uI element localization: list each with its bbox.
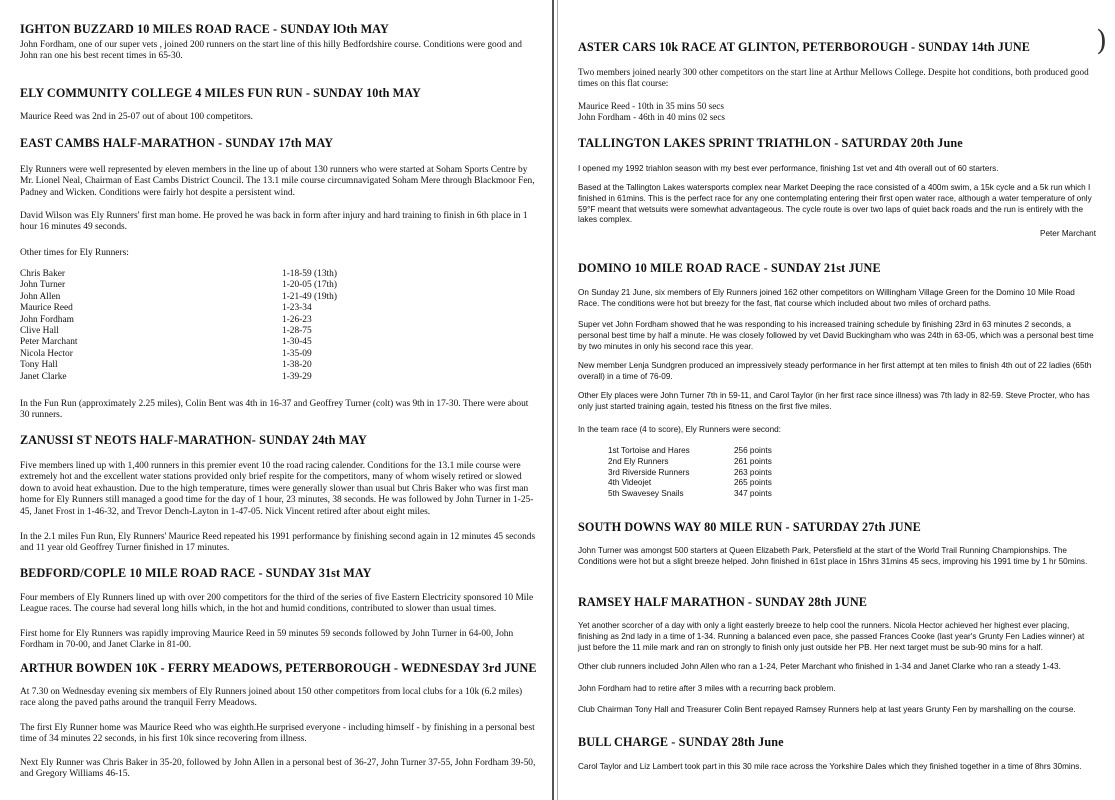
runner-time: 1-21-49 (19th) (282, 291, 337, 302)
paragraph: Other club runners included John Allen who ran a 1-24, Peter Marchant who finished in 1-34 and Janet Clarke who ran a steady 1-43. (578, 662, 1061, 671)
runner-name: Tony Hall (20, 360, 58, 371)
times-row (20, 372, 337, 383)
runner-name: John Turner (20, 280, 66, 291)
paragraph: Ely Runners were well represented by eleven members in the line up of about 130 runners who were started at Soham Sports Centre by Mr. Lionel Neal, Chairman of East Cambs District Council. The 13.1 mile course circumnavigated Soham Mere through Blackmoor Fen, Padney and Wicken. Conditions were fairly hot despite a persistent wind. (20, 165, 535, 198)
section-body (578, 705, 1096, 716)
section-body (578, 391, 1096, 413)
paragraph: Yet another scorcher of a day with only a light easterly breeze to help cool the runners. Nicola Hector achieved her highest ever placing, finishing as 2nd lady in a time of 1-34. Running a balanced even pace, she passed Frances Cooke (last year's Grunty Fen Ladies winner) at just before the 11 mile mark and ran on strongly to finish only just outside her PB. Her next target must be sub-90 mins for a half. (578, 621, 1085, 652)
team-name: 3rd Riverside Runners (608, 467, 690, 477)
paragraph: Next Ely Runner was Chris Baker in 35-20, followed by John Allen in a personal best of 36-27, John Turner 37-55, John Fordham 39-50, and Gregory Williams 46-15. (20, 758, 536, 780)
paragraph: Maurice Reed was 2nd in 25-07 out of about 100 competitors. (20, 112, 254, 122)
section-title: IGHTON BUZZARD 10 MILES ROAD RACE - SUNDAY lOth MAY (20, 22, 389, 36)
team-points: 265 points (734, 478, 772, 488)
times-table (20, 269, 337, 383)
paragraph: John Fordham had to retire after 3 miles with a recurring back problem. (578, 684, 836, 693)
paragraph: Club Chairman Tony Hall and Treasurer Colin Bent repayed Ramsey Runners help at last years Grunty Fen by marshalling on the course. (578, 705, 1076, 714)
section-arthur-bowden (20, 663, 540, 674)
section-ramsey (578, 597, 1096, 608)
team-row (608, 457, 772, 468)
team-name: 2nd Ely Runners (608, 456, 669, 466)
section-body (20, 687, 540, 710)
team-name: 4th Videojet (608, 478, 652, 488)
runner-name: Janet Clarke (20, 371, 67, 382)
runner-time: 1-20-05 (17th) (282, 280, 337, 291)
section-domino (578, 263, 1096, 274)
section-body (20, 593, 540, 616)
signature-wrap (578, 229, 1115, 240)
section-body (578, 164, 1096, 175)
runner-time: 1-30-45 (282, 337, 312, 348)
paragraph: In the team race (4 to score), Ely Runners were second: (578, 425, 781, 434)
section-body (20, 399, 540, 422)
paragraph: Super vet John Fordham showed that he was responding to his increased training schedule by finishing 23rd in 63 minutes 2 seconds, a personal best time by half a minute. He was closely followed by vet David Buckingham who was 24th in 63-05, which was a personal best time by two minutes in only his second race this year. (578, 320, 1094, 351)
section-leighton-buzzard (20, 24, 540, 35)
result-line: John Fordham - 46th in 40 mins 02 secs (578, 112, 725, 122)
section-zanussi (20, 435, 540, 446)
section-body (20, 165, 540, 199)
section-title: BEDFORD/COPLE 10 MILE ROAD RACE - SUNDAY 31st MAY (20, 566, 372, 580)
runner-time: 1-26-23 (282, 314, 312, 325)
section-body (578, 288, 1096, 310)
paragraph: Five members lined up with 1,400 runners in this premier event 10 the road racing calender. Conditions for the 13.1 mile course were extremely hot and the excellent water stations provided only brief respite for the competitors, many of whom wisely retired or slowed down to avoid heat exhaustion. Due to the high temperature, times were generally slower than usual but Chris Baker who was first man home for Ely Runners still managed a good time for the day of 1 hour, 23 minutes, 38 seconds. He was followed by John Turner in 1-25-45, Janet Frost in 1-46-32, and Trevor Dench-Layton in 1-47-05. Nick Vincent retired after about eight miles. (20, 461, 534, 517)
paragraph: In the 2.1 miles Fun Run, Ely Runners' Maurice Reed repeated his 1991 performance by finishing second again in 12 minutes 45 seconds and 11 year old Geoffrey Turner finished in 17 minutes. (20, 532, 536, 554)
paragraph: On Sunday 21 June, six members of Ely Runners joined 162 other competitors on Willingham Village Green for the Domino 10 Mile Road Race. The conditions were hot but breezy for the fast, flat course which included about two miles of orchard paths. (578, 288, 1075, 308)
runner-time: 1-39-29 (282, 371, 312, 382)
section-ely-community (20, 88, 540, 99)
team-row (608, 468, 772, 479)
section-body (20, 532, 540, 555)
section-body (20, 461, 540, 518)
section-title: ELY COMMUNITY COLLEGE 4 MILES FUN RUN - SUNDAY 10th MAY (20, 86, 421, 100)
runner-name: Peter Marchant (20, 337, 78, 348)
times-row (20, 269, 337, 280)
section-title: ASTER CARS 10k RACE AT GLINTON, PETERBOROUGH - SUNDAY 14th JUNE (578, 40, 1031, 54)
section-body (578, 684, 1096, 695)
team-row (608, 478, 772, 489)
team-points: 261 points (734, 456, 772, 466)
section-body (20, 629, 540, 652)
paragraph: In the Fun Run (approximately 2.25 miles), Colin Bent was 4th in 16-37 and Geoffrey Turner (colt) was 9th in 17-30. There were about 30 runners. (20, 399, 529, 421)
section-body (20, 40, 540, 63)
section-east-cambs (20, 138, 540, 149)
paragraph: Other times for Ely Runners: (20, 248, 129, 258)
team-table (608, 446, 772, 500)
runner-name: Chris Baker (20, 269, 66, 279)
runner-name: John Fordham (20, 314, 74, 325)
paragraph: John Turner was amongst 500 starters at Queen Elizabeth Park, Petersfield at the start of the World Trail Running Championships. The Conditions were hot but a slight breeze helped. John finished in 61st place in 15hrs 31mins 45 secs, improving his 1991 time by 1 hr 50mins. (578, 546, 1088, 566)
runner-time: 1-38-20 (282, 360, 312, 371)
runner-name: John Allen (20, 291, 61, 302)
times-row (20, 326, 337, 337)
section-body (578, 762, 1096, 773)
section-body (20, 723, 540, 746)
times-row (20, 303, 337, 314)
times-row (20, 337, 337, 348)
right-page (556, 0, 1115, 800)
paragraph: At 7.30 on Wednesday evening six members of Ely Runners joined about 150 other competitors from local clubs for a 10k (6.2 miles) race along the paved paths around the tranquil Ferry Meadows. (20, 687, 523, 709)
section-body (20, 112, 540, 123)
left-page (0, 0, 556, 800)
section-title: DOMINO 10 MILE ROAD RACE - SUNDAY 21st JUNE (578, 261, 881, 275)
section-body (20, 211, 540, 234)
times-row (20, 349, 337, 360)
times-table-wrap (20, 269, 540, 383)
page-divider (552, 0, 554, 800)
paragraph: Based at the Tallington Lakes watersports complex near Market Deeping the race consisted of a 400m swim, a 15k cycle and a 5k run which I finished in 61mins. This is the perfect race for any one contemplating entering their first open water race, although a water temperature of only 59°F meant that wetsuits were somewhat advantageous. The cycle route is over two laps of quiet back roads and the run is entirely with the lakes complex. (578, 183, 1092, 225)
team-name: 1st Tortoise and Hares (608, 446, 690, 455)
paragraph: John Fordham, one of our super vets , joined 200 runners on the start line of this hilly Bedfordshire course. Conditions were good and John ran one his best recent times in 65-30. (20, 40, 522, 62)
section-bull-charge (578, 737, 1096, 748)
paragraph: Four members of Ely Runners lined up with over 200 competitors for the third of the series of five Eastern Electricity sponsored 10 Mile League races. The course had several long hills which, in the hot and humid conditions, contributed to slower than usual times. (20, 593, 534, 615)
paragraph: First home for Ely Runners was rapidly improving Maurice Reed in 59 minutes 59 seconds followed by John Turner in 64-00, John Fordham in 70-00, and Janet Clarke in 81-00. (20, 629, 514, 651)
runner-name: Nicola Hector (20, 348, 73, 359)
section-title: EAST CAMBS HALF-MARATHON - SUNDAY 17th MAY (20, 136, 334, 150)
section-body (578, 67, 1096, 89)
team-points: 347 points (734, 489, 772, 499)
team-row (608, 489, 772, 500)
runner-time: 1-18-59 (13th) (282, 269, 337, 279)
section-body (578, 320, 1096, 352)
paragraph: Two members joined nearly 300 other competitors on the start line at Arthur Mellows College. Despite hot conditions, both produced good times on this flat course: (578, 67, 1089, 88)
team-points: 263 points (734, 467, 772, 477)
section-aster-cars (578, 42, 1096, 53)
section-title: ZANUSSI ST NEOTS HALF-MARATHON- SUNDAY 24th MAY (20, 433, 367, 447)
paragraph: The first Ely Runner home was Maurice Reed who was eighth.He surprised everyone - including himself - by finishing in a personal best time of 34 minutes 22 seconds, in his first 10k since recovering from illness. (20, 723, 535, 745)
section-body (20, 758, 540, 781)
times-row (20, 315, 337, 326)
times-row (20, 292, 337, 303)
runner-name: Clive Hall (20, 326, 59, 337)
times-row (20, 360, 337, 371)
section-title: SOUTH DOWNS WAY 80 MILE RUN - SATURDAY 27th JUNE (578, 520, 921, 534)
paren-mark: ) (1096, 24, 1107, 57)
paragraph: Carol Taylor and Liz Lambert took part in this 30 mile race across the Yorkshire Dales which they finished together in a time of 8hrs 30mins. (578, 762, 1082, 771)
section-tallington (578, 138, 1096, 149)
runner-time: 1-23-34 (282, 303, 312, 314)
section-body (578, 621, 1096, 653)
runner-time: 1-35-09 (282, 348, 312, 359)
paragraph: Other Ely places were John Turner 7th in 59-11, and Carol Taylor (in her first race since illness) was 7th lady in 82-59. Steve Procter, who has only just started training again, tested his fitness on the first five miles. (578, 391, 1090, 411)
section-body (578, 425, 1096, 436)
section-body (578, 546, 1096, 568)
section-body (578, 361, 1096, 383)
runner-name: Maurice Reed (20, 303, 73, 314)
section-title: RAMSEY HALF MARATHON - SUNDAY 28th JUNE (578, 595, 867, 609)
team-points: 256 points (734, 446, 772, 455)
team-table-wrap (578, 446, 1096, 500)
team-row (608, 446, 772, 457)
section-body (578, 101, 1096, 123)
result-line: Maurice Reed - 10th in 35 mins 50 secs (578, 101, 724, 111)
section-title: BULL CHARGE - SUNDAY 28th June (578, 735, 784, 749)
signature: Peter Marchant (1040, 229, 1096, 238)
paragraph: New member Lenja Sundgren produced an impressively steady performance in her first attempt at ten miles to finish 4th out of 22 ladies (65th overall) in a time of 76-09. (578, 361, 1092, 381)
section-bedford (20, 568, 540, 579)
section-body (20, 248, 540, 259)
section-title: ARTHUR BOWDEN 10K - FERRY MEADOWS, PETERBOROUGH - WEDNESDAY 3rd JUNE (20, 661, 537, 675)
team-name: 5th Swavesey Snails (608, 489, 684, 499)
section-body (578, 662, 1096, 673)
section-body (578, 183, 1096, 226)
section-title: TALLINGTON LAKES SPRINT TRIATHLON - SATURDAY 20th June (578, 136, 963, 150)
runner-time: 1-28-75 (282, 326, 312, 337)
section-south-downs (578, 522, 1096, 533)
paragraph: I opened my 1992 triahlon season with my best ever performance, finishing 1st vet and 4th overall out of 60 starters. (578, 164, 999, 173)
paragraph: David Wilson was Ely Runners' first man home. He proved he was back in form after injury and hard training to finish in 6th place in 1 hour 16 minutes 49 seconds. (20, 211, 528, 233)
times-row (20, 280, 337, 291)
